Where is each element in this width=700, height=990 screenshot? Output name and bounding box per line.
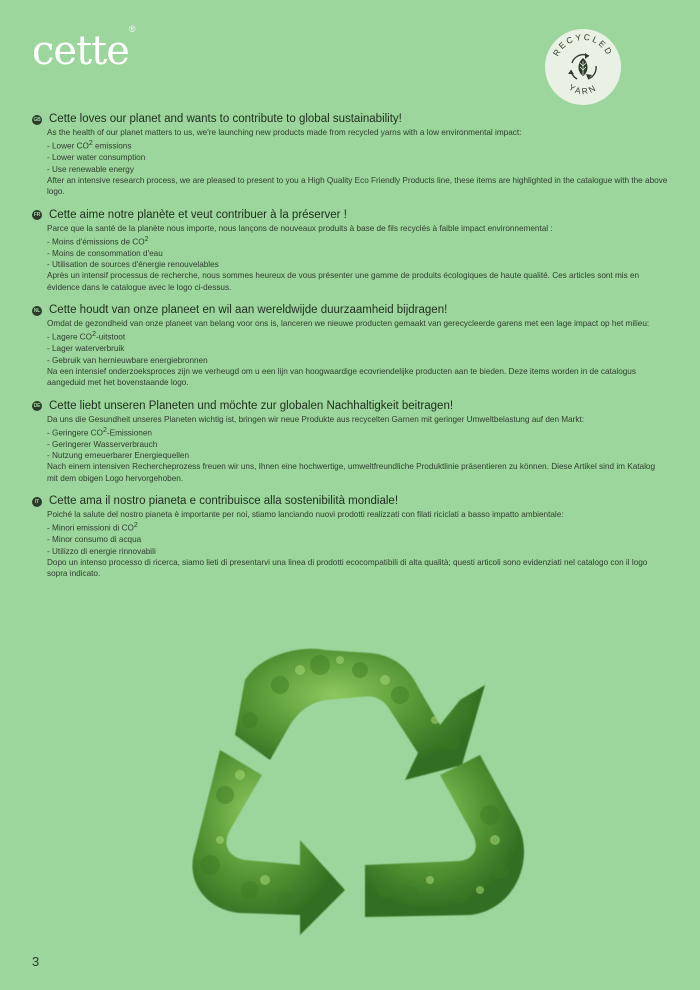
- flag-de-icon: DE: [33, 403, 41, 410]
- registered-mark: ®: [128, 23, 136, 34]
- bullet-item: - Utilisation de sources d'énergie renouvelables: [47, 260, 219, 270]
- flag-en-icon: GB: [33, 116, 41, 123]
- intro-text: Omdat de gezondheid van onze planeet van belang voor ons is, lanceren we nieuwe producten gemaakt van gerecycleerde garens met een lage impact op het milieu:: [47, 319, 650, 329]
- recycle-trees-illustration: [150, 625, 550, 965]
- section-de: [32, 399, 668, 485]
- bullet-item: - Nutzung erneuerbarer Energiequellen: [47, 451, 190, 461]
- flag-nl-icon: NL: [33, 307, 41, 314]
- section-title: Cette ama il nostro pianeta e contribuisce alla sostenibilità mondiale!: [49, 495, 399, 508]
- bullet-item: - Moins de consommation d'eau: [47, 248, 163, 258]
- brand-name: cette: [32, 28, 129, 74]
- flag-it-icon: IT: [32, 497, 42, 507]
- recycle-arrow-left: [192, 750, 345, 935]
- bullet-item: - Minor consumo di acqua: [47, 535, 142, 545]
- section-it: [32, 494, 668, 580]
- page-number: 3: [32, 954, 40, 969]
- bullet-item: - Lower $CO^2$ emissions: [47, 140, 132, 152]
- outro-text: Après un intensif processus de recherche, nous sommes heureux de vous présenter une gamme de produits écologiques de haute qualité. Ces articles sont mis en évidence dans le catalogue avec le logo ci-dessus.: [47, 271, 640, 292]
- bullet-item: - Gebruik van hernieuwbare energiebronnen: [47, 355, 208, 365]
- outro-text: After an intensive research process, we are pleased to present to you a High Quality Eco Friendly Products line, these items are highlighted in the catalogue with the above logo.: [47, 175, 668, 197]
- badge-top-text: RECYCLED: [550, 31, 616, 58]
- section-title: Cette aime notre planète et veut contribuer à la préserver !: [49, 208, 347, 221]
- bullet-item: - Lager waterverbruik: [47, 344, 125, 354]
- section-title: Cette liebt unseren Planeten und möchte zur globalen Nachhaltigkeit beitragen!: [49, 399, 454, 412]
- intro-text: Poiché la salute del nostro pianeta è importante per noi, stiamo lanciando nuovi prodotti realizzati con filati riciclati a basso impatto ambientale:: [47, 510, 564, 520]
- intro-text: As the health of our planet matters to us, we're launching new products made from recycled yarns with a low environmental impact:: [47, 128, 522, 137]
- badge-bottom-text: YARN: [567, 82, 599, 97]
- bullet-item: - Geringerer Wasserverbrauch: [47, 439, 158, 449]
- intro-text: Parce que la santé de la planète nous importe, nous lançons de nouveaux produits à base de fils recyclés à faible impact environnemental :: [47, 223, 553, 233]
- section-en: [32, 112, 668, 198]
- bullet-item: - Moins d'émissions de $CO^2$: [47, 235, 149, 247]
- flag-fr-icon: FR: [33, 212, 41, 219]
- intro-text: Da uns die Gesundheit unseres Planeten wichtig ist, bringen wir neue Produkte aus recycelten Garnen mit geringer Umweltbelastung auf den Markt:: [47, 414, 585, 424]
- section-title: Cette houdt van onze planeet en wil aan wereldwijde duurzaamheid bijdragen!: [49, 304, 448, 317]
- bullet-item: - Use renewable energy: [47, 164, 134, 174]
- section-title: Cette loves our planet and wants to contribute to global sustainability!: [49, 113, 402, 125]
- outro-text: Dopo un intenso processo di ricerca, siamo lieti di presentarvi una linea di prodotti ecocompatibili di alta qualità; questi articoli sono evidenziati nel catalogo con il logo sopra indicato.: [47, 557, 648, 579]
- bullet-item: - Utilizzo di energie rinnovabili: [47, 546, 156, 556]
- outro-text: Na een intensief onderzoeksproces zijn we verheugd om u een lijn van hoogwaardige ecovriendelijke producten aan te bieden. Deze items worden in de catalogus aangeduid met het bovenstaande logo.: [47, 366, 636, 388]
- section-nl: [32, 303, 668, 389]
- brand-logo: [32, 23, 136, 74]
- content: [32, 112, 668, 590]
- outro-text: Nach einem intensiven Rechercheprozess freuen wir uns, Ihnen eine hochwertige, umweltfreundliche Produktlinie präsentieren zu können. Diese Artikel sind im Katalog mit dem obigen Logo hervorgehoben.: [47, 462, 656, 483]
- bullet-item: - Minori emissioni di $CO^2$: [47, 522, 138, 534]
- bullet-item: - Lagere $CO^2$-uitstoot: [47, 331, 126, 343]
- bullet-item: - Geringere $CO^2$-Emissionen: [47, 426, 152, 438]
- recycled-yarn-badge: [544, 28, 622, 106]
- section-fr: [32, 208, 668, 294]
- bullet-item: - Lower water consumption: [47, 153, 146, 163]
